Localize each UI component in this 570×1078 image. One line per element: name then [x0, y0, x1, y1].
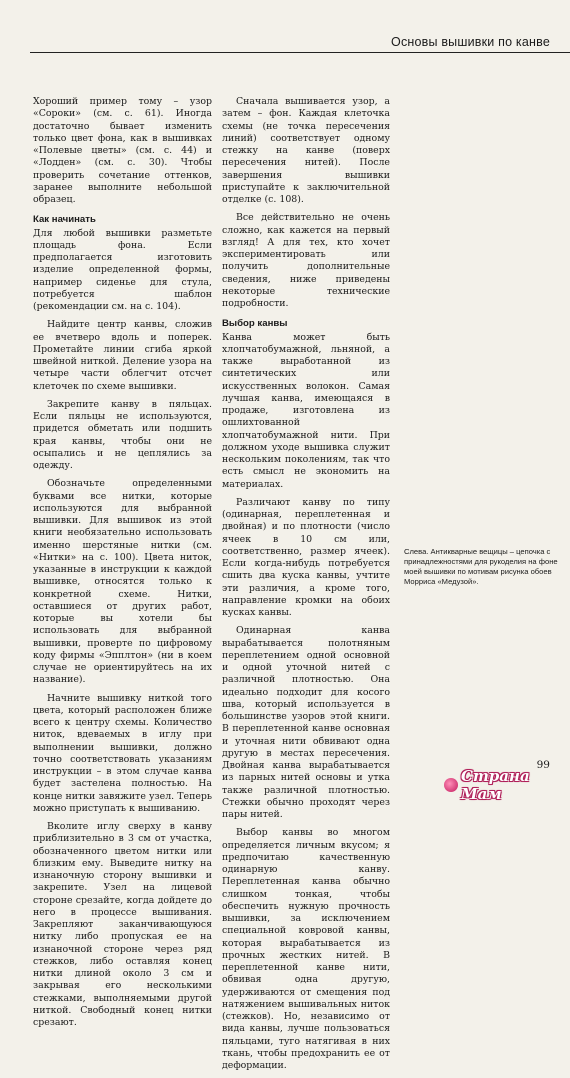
paragraph: Выбор канвы во многом определяется личным вкусом; я предпочитаю качественную одинарную канву. Переплетенная канва обычно слишком тонкая, чтобы обеспечить нужную прочность вышивки, за исключением специальной ковровой канвы, которая вырабатывается из прочных жестких нитей. В переплетенной канве нити, обвивая одна другую, удерживаются от смещения под натяжением вышивальных ниток (стежков). Но, независимо от вида канвы, лучше пользоваться пяльцами, туго натягивая в них ткань, чтобы предохранить ее от деформации.	[222, 827, 390, 1071]
paragraph: Начните вышивку ниткой того цвета, который расположен ближе всего к центру схемы. Количество ниток, вдеваемых в иглу при выполнении вышивки, должно точно соответствовать указаниям инструкции – в этом случае канва будет застелена полностью. На конце нитки завяжите узел. Теперь можно приступать к вышиванию.	[33, 692, 212, 814]
watermark	[444, 767, 566, 803]
watermark-text: Страна Мам	[461, 767, 530, 803]
paragraph: Вколите иглу сверху в канву приблизительно в 3 см от участка, обозначенного цветом нитки или близким ему. Выведите нитку на изнаночную сторону вышивки и закрепите. Узел на лицевой стороне срезайте, когда дойдете до него в процессе вышивания. Закрепляют заканчивающуюся нитку либо пропуская ее на изнаночной стороне через ряд стежков, либо оставляя конец нитки длиной около 3 см и закрывая его несколькими стежками, выполняемыми другой ниткой. Свободный конец нитки срезают.	[33, 821, 212, 1028]
paragraph: Закрепите канву в пяльцах. Если пяльцы не используются, придется обметать или подшить края канвы, чтобы они не осыпались и не цеплялись за одежду.	[33, 398, 212, 471]
watermark-logo-icon	[444, 778, 458, 792]
paragraph: Для любой вышивки разметьте площадь фона. Если предполагается изготовить изделие определенной формы, например сиденье для стула, потребуется шаблон (рекомендации см. на с. 104).	[33, 227, 212, 312]
paragraph: Все действительно не очень сложно, как кажется на первый взгляд! А для тех, кто хочет экспериментировать или получить дополнительные сведения, ниже приведены некоторые технические подробности.	[222, 212, 390, 309]
paragraph: Обозначьте определенными буквами все нитки, которые используются для выбранной вышивки. Для вышивок из этой книги необязательно использовать именно шерстяные нитки (см. «Нитки» на с. 100). Цвета ниток, указанные в инструкции к каждой вышивке, относятся только к конкретной схеме. Нитки, оставшиеся от других работ, которые вы хотели бы использовать для выбранной вышивки, проверте по цифровому коду фирмы «Эпплтон» (ни в коем случае не ориентируйтесь на их название).	[33, 478, 212, 686]
paragraph: Найдите центр канвы, сложив ее вчетверо вдоль и поперек. Прометайте линии сгиба яркой швейной ниткой. Деление узора на четыре части облегчит отсчет клеточек по схеме вышивки.	[33, 319, 212, 392]
middle-column	[222, 96, 390, 1078]
paragraph: Сначала вышивается узор, а затем – фон. Каждая клеточка схемы (не точка пересечения линий) соответствует одному стежку на канве (поверх пересечения нитей). После завершения вышивки приступайте к заключительной отделке (с. 108).	[222, 96, 390, 205]
paragraph: Различают канву по типу (одинарная, переплетенная и двойная) и по плотности (число ячеек в 10 см или, соответственно, размер ячеек). Если когда-нибудь потребуется сшить два куска канвы, учтите эти различия, а кроме того, направление кромки на обоих кусках канвы.	[222, 496, 390, 618]
header-rule	[30, 52, 570, 53]
paragraph: Одинарная канва вырабатывается полотняным переплетением одной основной и одной уточной нитей с различной плотностью. Она идеально подходит для косого шва, который используется в большинстве узоров этой книги. В переплетенной канве основная и уточная нити обвивают одна другую в местах пересечения. Двойная канва вырабатывается из парных нитей основы и утка также различной плотностью. Стежки обычно проходят через пары нитей.	[222, 625, 390, 820]
running-header: Основы вышивки по канве	[391, 35, 550, 49]
section-heading-start: Как начинать	[33, 214, 96, 226]
section-heading-canvas: Выбор канвы	[222, 318, 288, 330]
page-number: 99	[536, 759, 550, 771]
intro-paragraph: Хороший пример тому – узор «Сороки» (см. с. 61). Иногда достаточно бывает изменить только цвет фона, как в вышивках «Полевые цветы» (см. с. 44) и «Лодден» (см. с. 30). Чтобы проверить сочетание оттенков, заранее выполните небольшой образец.	[33, 96, 212, 205]
figure-caption: Слева. Антикварные вещицы – цепочка с принадлежностями для рукоделия на фоне моей вышивки по мотивам рисунка обоев Морриса «Медузой».	[404, 547, 558, 586]
left-column	[33, 96, 212, 1035]
paragraph: Канва может быть хлопчатобумажной, льняной, а также выработанной из синтетических или искусственных волокон. Самая лучшая канва, имеющаяся в продаже, изготовлена из ошлихтованной хлопчатобумажной нити. При должном уходе вышивка служит нескольким поколениям, так что есть смысл не экономить на материалах.	[222, 331, 390, 490]
